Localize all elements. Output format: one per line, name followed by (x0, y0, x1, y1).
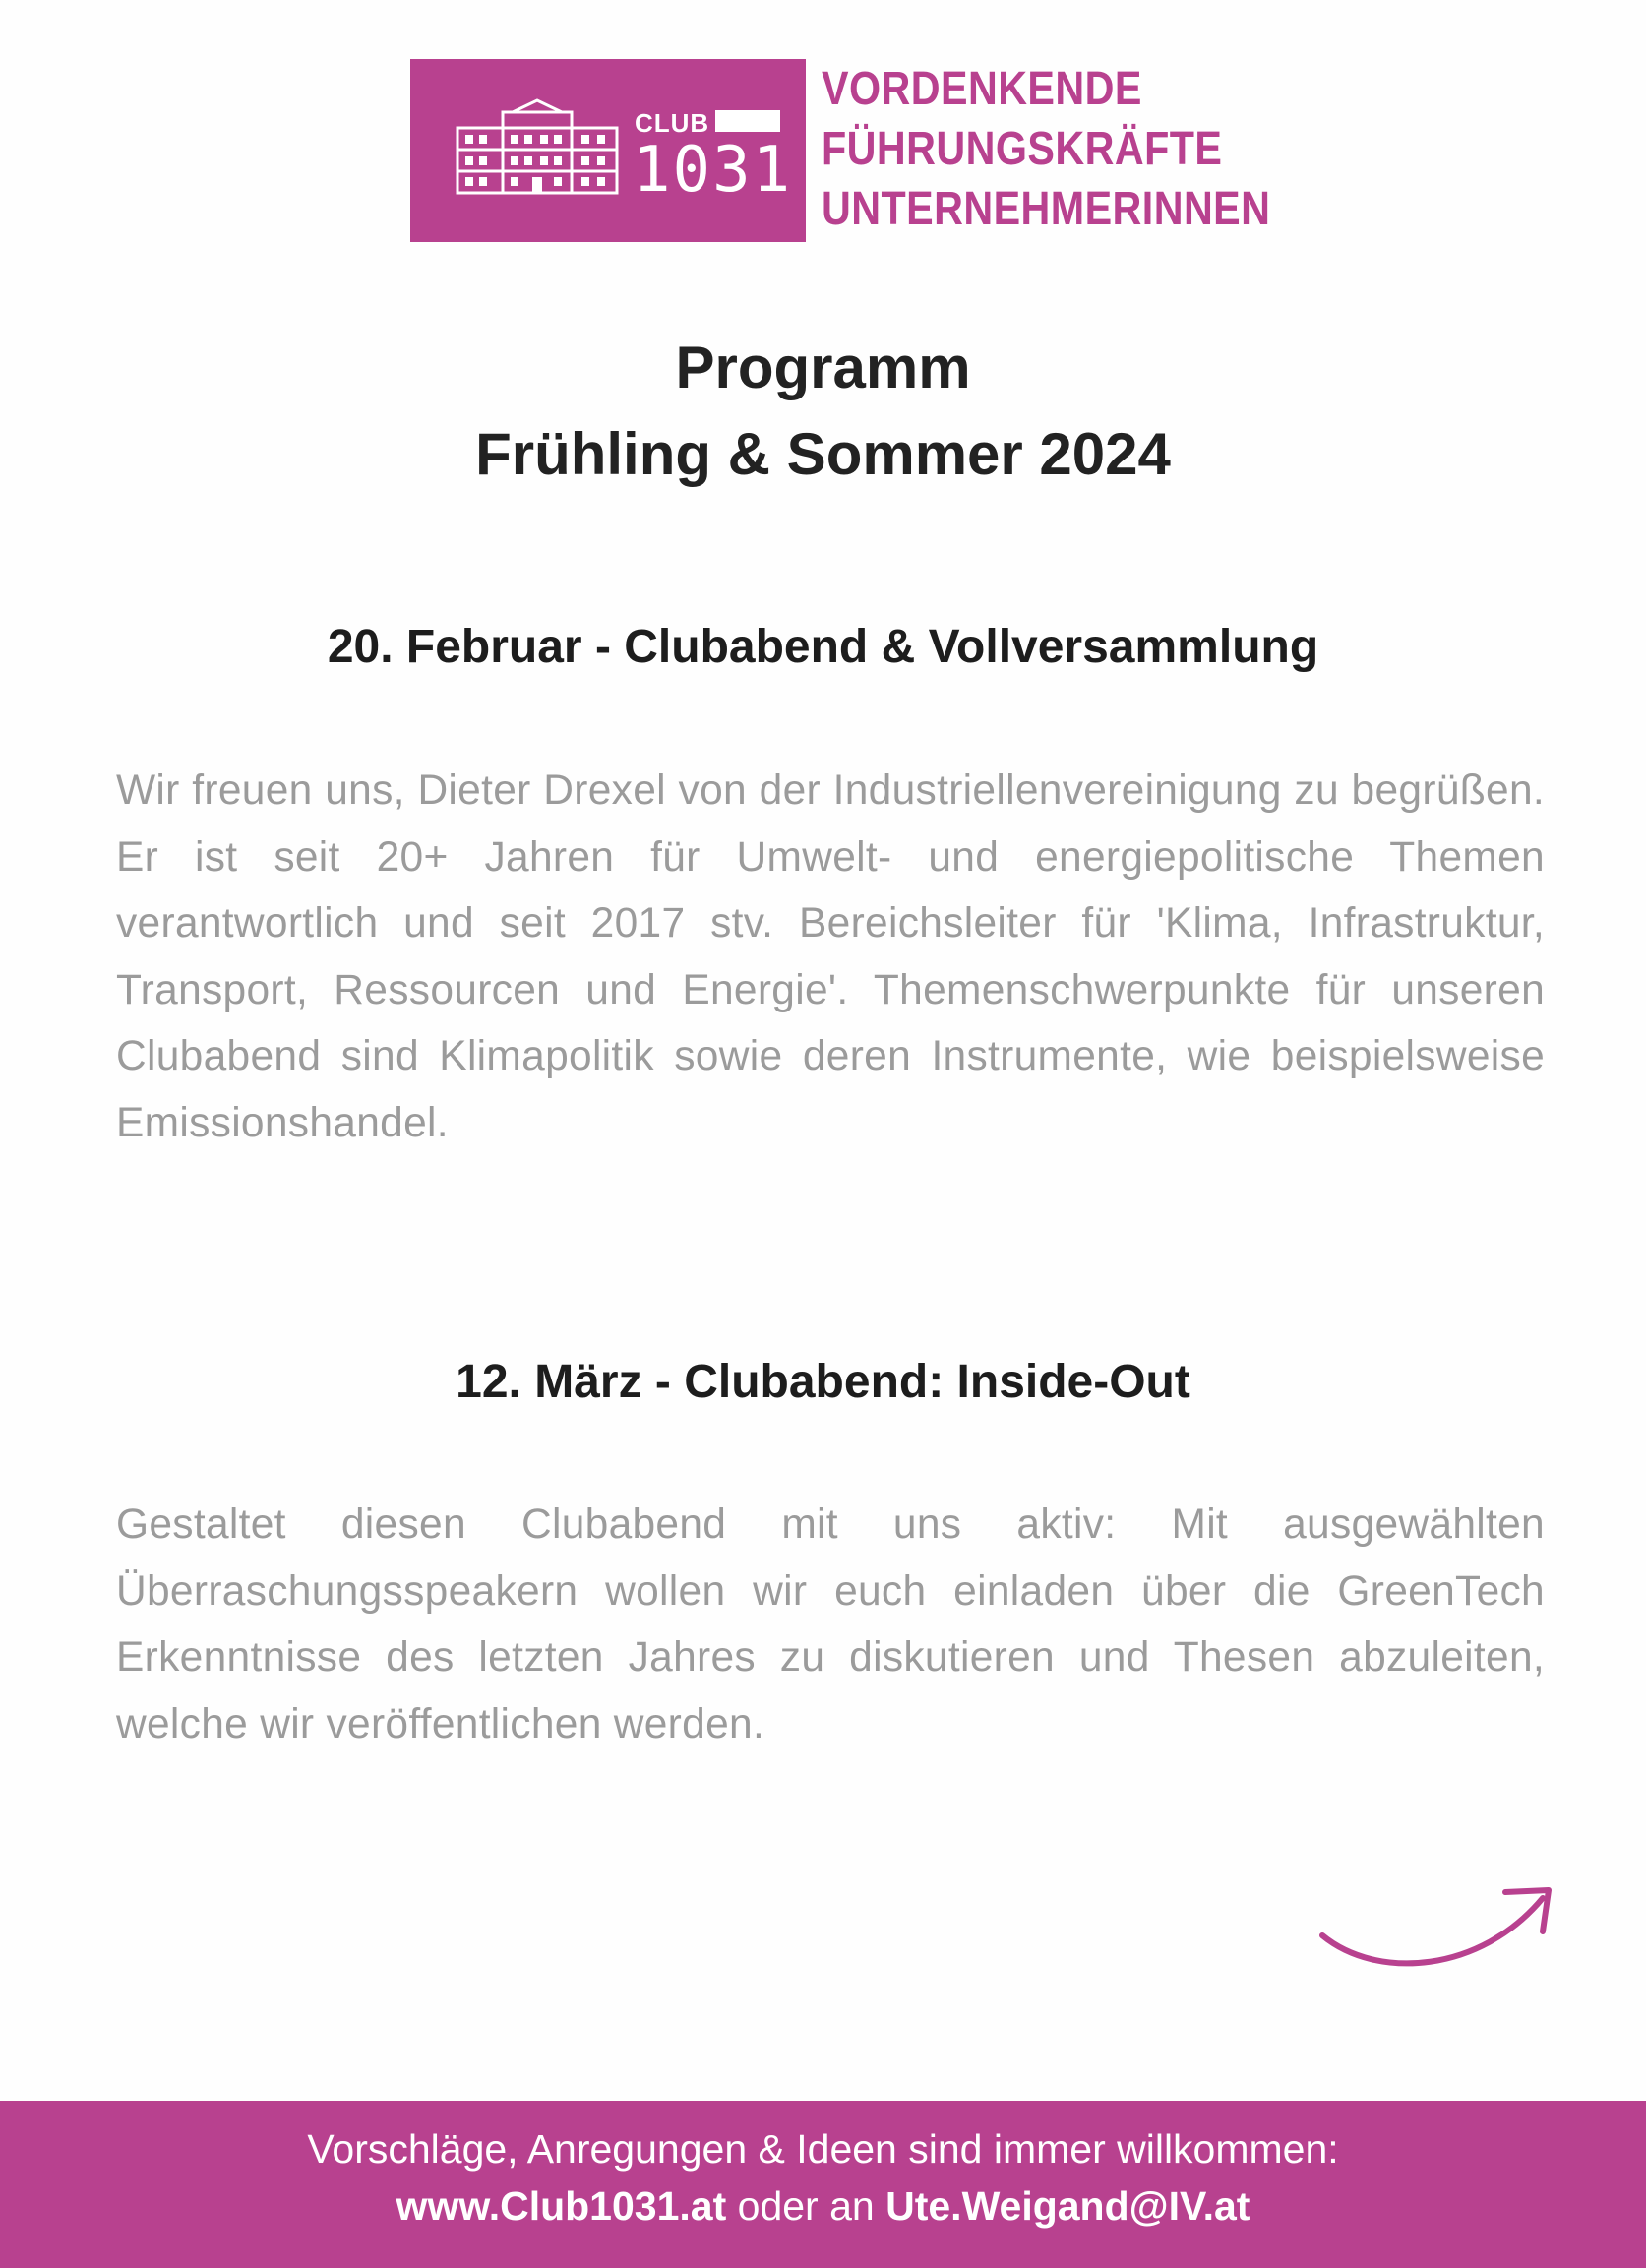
tagline-line: VORDENKENDE (822, 63, 1142, 115)
event-heading-1: 20. Februar - Clubabend & Vollversammlung (327, 621, 1319, 673)
club-logo (410, 59, 806, 242)
footer (0, 2101, 1646, 2268)
logo-bar (715, 110, 780, 132)
page-subtitle: Frühling & Sommer 2024 (475, 421, 1171, 487)
logo-number: 1031 (633, 134, 793, 207)
tagline-line: UNTERNEHMERINNEN (822, 183, 1271, 235)
event-text-1: Wir freuen uns, Dieter Drexel von der Industriellenvereinigung zu begrüßen. Er ist seit 20+ Jahren für Umwelt- und energiepolitische Themen verantwortlich und seit 2017 stv. Bereichsleiter für 'Klima, Infrastruktur, Transport, Ressourcen und Energie'. Themenschwerpunkte für unseren Clubabend sind Klimapolitik sowie deren Instrumente, wie beispielsweise Emissionshandel. (116, 767, 1545, 1146)
curved-arrow-icon (1309, 1874, 1564, 1983)
logo-club-label: CLUB (635, 108, 710, 138)
website-link[interactable]: www.Club1031.at (396, 2183, 727, 2229)
footer-invitation: Vorschläge, Anregungen & Ideen sind immer willkommen: (307, 2126, 1339, 2172)
footer-contact (0, 2183, 1646, 2230)
footer-connector: oder an (737, 2183, 875, 2229)
tagline-line: FÜHRUNGSKRÄFTE (822, 123, 1223, 175)
header (410, 59, 1271, 246)
event-heading-2: 12. März - Clubabend: Inside-Out (456, 1356, 1190, 1408)
event-text-2: Gestaltet diesen Clubabend mit uns aktiv: Mit ausgewählten Überraschungsspeakern wollen wir euch einladen über die GreenTech Erkenntnisse des letzten Jahres zu diskutieren und Thesen abzuleiten, welche wir veröffentlichen werden. (116, 1502, 1545, 1747)
page-title: Programm (675, 335, 971, 400)
building-icon (454, 98, 621, 197)
email-link[interactable]: Ute.Weigand@IV.at (885, 2183, 1250, 2229)
tagline (822, 59, 1270, 239)
